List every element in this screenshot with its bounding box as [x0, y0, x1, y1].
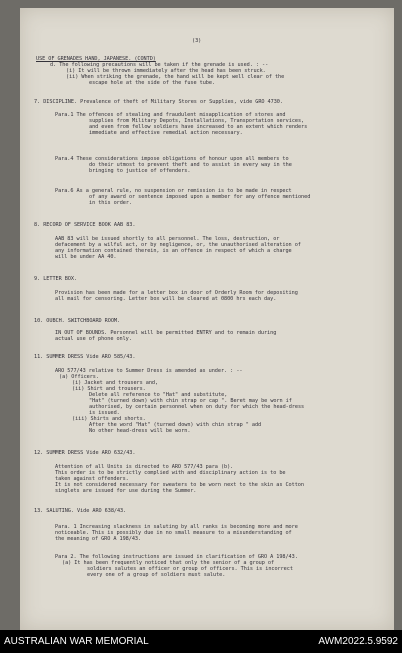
text-line: and even from fellow soldiers have increased to an extent which renders [89, 124, 308, 130]
text-line: immediate and effective remedial action necessary. [89, 130, 243, 136]
text-line: (i) It will be thrown immediately after the head has been struck. [66, 68, 266, 74]
text-line: Para.1 The offences of stealing and fraudulent misapplication of stores and [55, 112, 286, 118]
text-line: Provision has been made for a letter box in door of Orderly Room for depositing [55, 290, 298, 296]
text-line: (i) Jacket and trousers and, [72, 380, 159, 386]
text-line: will be under AA 40. [55, 254, 117, 260]
text-line: taken against offenders. [55, 476, 129, 482]
text-line: in this order. [89, 200, 133, 206]
footer-bar [0, 630, 402, 653]
text-line: (a) It has been frequently noticed that only the senior of a group of [62, 560, 275, 566]
text-line: do their utmost to prevent theft and to assist in every way in the [89, 162, 292, 168]
text-line: any information contained therein, is an offence in respect of which a charge [55, 248, 292, 254]
text-line: AAB 83 will be issued shortly to all personnel. The loss, destruction, or [55, 236, 280, 242]
text-line: IN OUT OF BOUNDS. Personnel will be permitted ENTRY and to remain during [55, 330, 277, 336]
text-line: 13. SALUTING. Vide ARO 638/43. [34, 508, 127, 514]
text-line: d. The following precautions will be taken if the grenade is used. : -- [50, 62, 269, 68]
text-line: After the word "Hat" (turned down) with chin strap " add [89, 422, 262, 428]
text-line: Para.6 As a general rule, no suspension or remission is to be made in respect [55, 188, 292, 194]
text-line: soldiers salutes an officer or group of officers. This is incorrect [87, 566, 293, 572]
text-line: 9. LETTER BOX. [34, 276, 78, 282]
text-line: defacement by a wilful act, or by negligence, or, the unauthorised alteration of [55, 242, 301, 248]
text-line: 8. RECORD OF SERVICE BOOK AAB 83. [34, 222, 136, 228]
text-line: noticeable. This is possibly due in no small measure to a misunderstanding of [55, 530, 292, 536]
text-line: (a) Officers. [59, 374, 99, 380]
text-line: singlets are issued for use during the Summer. [55, 488, 197, 494]
text-line: 12. SUMMER DRESS Vide ARO 632/43. [34, 450, 136, 456]
text-line: This order is to be strictly complied with and disciplinary action is to be [55, 470, 286, 476]
text-line: ARO 577/43 relative to Summer Dress is amended as under. : -- [55, 368, 243, 374]
text-line: It is not considered necessary for sweaters to be worn next to the skin as Cotton [55, 482, 304, 488]
text-line: No other head-dress will be worn. [89, 428, 191, 434]
page-number: (3) [192, 38, 202, 44]
text-line: every one of a group of soldiers must salute. [87, 572, 226, 578]
text-line: of any award or sentence imposed upon a member for any offence mentioned [89, 194, 311, 200]
text-line: the meaning of GRO A 198/43. [55, 536, 142, 542]
text-line: Attention of all Units is directed to ARO 577/43 para (b). [55, 464, 234, 470]
text-line: Para 2. The following instructions are issued in clarification of GRO A 198/43. [55, 554, 298, 560]
text-line: supplies from Military Depots, Installations, Transportation services, [89, 118, 305, 124]
text-line: escape hole at the side of the fuse tube. [89, 80, 215, 86]
footer-institution: AUSTRALIAN WAR MEMORIAL [4, 636, 149, 647]
text-line: (ii) Shirt and trousers. [72, 386, 146, 392]
text-line: actual use of phone only. [55, 336, 132, 342]
text-line: (iii) Shirts and shorts. [72, 416, 146, 422]
document-page [20, 8, 394, 630]
text-line: 11. SUMMER DRESS Vide ARO 585/43. [34, 354, 136, 360]
text-line: (ii) When striking the grenade, the hand will be kept well clear of the [66, 74, 285, 80]
section-heading: USE OF GRENADES HAND, JAPANESE. (CONTD) [36, 56, 156, 62]
text-line: Delete all reference to "Hat" and substitute, [89, 392, 228, 398]
text-line: is issued. [89, 410, 120, 416]
text-line: "Hat" (turned down) with chin strap or cap ". Beret may be worn if [89, 398, 292, 404]
text-line: Para.4 These considerations impose obligations of honour upon all members to [55, 156, 289, 162]
text-line: 10. OUBCH. SWITCHBOARD ROOM. [34, 318, 121, 324]
text-line: 7. DISCIPLINE. Prevalence of theft of Military Stores or Supplies, vide GRO 4730. [34, 99, 283, 105]
text-line: authorised, by certain personnel when on duty for which the head-dress [89, 404, 305, 410]
text-line: bringing to justice of offenders. [89, 168, 191, 174]
text-line: Para. 1 Increasing slackness in saluting by all ranks is becoming more and more [55, 524, 298, 530]
footer-reference: AWM2022.5.9592 [318, 636, 398, 647]
text-line: all mail for censoring. Letter box will be cleared at 0800 hrs each day. [55, 296, 277, 302]
